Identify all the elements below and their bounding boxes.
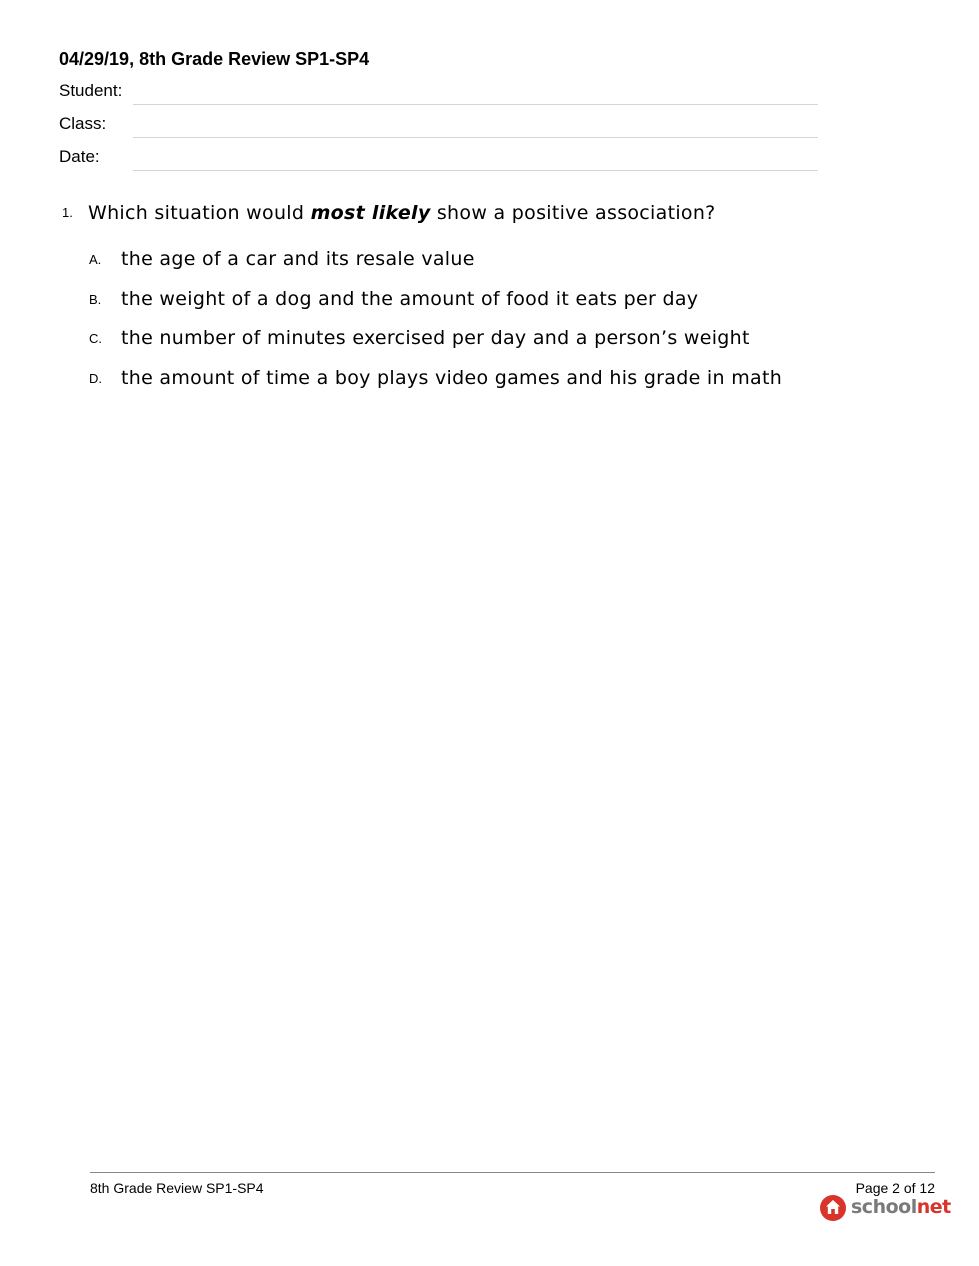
choice-letter: B. (89, 292, 102, 307)
choice-letter: D. (89, 371, 102, 386)
footer-title: 8th Grade Review SP1-SP4 (90, 1180, 264, 1196)
question-text (88, 200, 716, 226)
schoolnet-logo (819, 1194, 951, 1222)
choice-text: the weight of a dog and the amount of food it eats per day (121, 288, 699, 310)
question-text-start: Which situation would (88, 202, 311, 224)
choice-c (89, 329, 939, 357)
student-line (133, 104, 818, 105)
choice-b (89, 290, 939, 318)
house-logo-icon (819, 1194, 847, 1222)
choice-a (89, 250, 939, 278)
student-label: Student: (59, 81, 123, 100)
date-label: Date: (59, 147, 100, 166)
choice-text: the age of a car and its resale value (121, 248, 475, 270)
choice-text: the number of minutes exercised per day and a person’s weight (121, 327, 750, 349)
question-text-end: show a positive association? (430, 202, 716, 224)
choice-letter: A. (89, 252, 102, 267)
choice-text: the amount of time a boy plays video games and his grade in math (121, 367, 783, 389)
logo-wordmark (851, 1195, 951, 1219)
choice-letter: C. (89, 331, 102, 346)
logo-net-text: net (916, 1196, 951, 1218)
question-emphasis: most likely (310, 202, 431, 224)
page-number: Page 2 of 12 (855, 1180, 935, 1196)
logo-school-text: school (851, 1196, 917, 1218)
date-line (133, 170, 818, 171)
student-field (59, 80, 818, 113)
question-number: 1. (62, 205, 73, 220)
date-field (59, 146, 818, 179)
class-line (133, 137, 818, 138)
footer-divider (90, 1172, 935, 1173)
choice-d (89, 369, 939, 397)
page-title: 04/29/19, 8th Grade Review SP1-SP4 (59, 49, 370, 69)
class-label: Class: (59, 114, 107, 133)
class-field (59, 113, 818, 146)
